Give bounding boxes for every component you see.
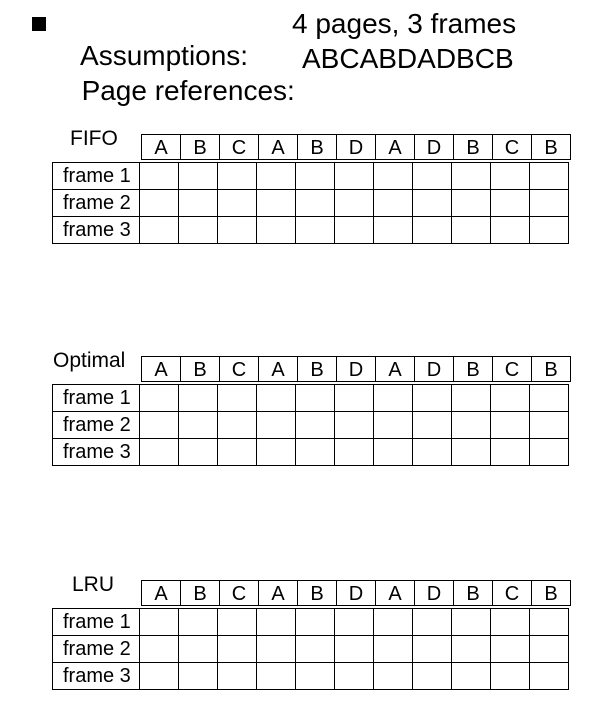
reference-cell: A	[259, 357, 298, 382]
frame-cell[interactable]	[335, 636, 374, 663]
frame-cell[interactable]	[179, 385, 218, 412]
frame-cell[interactable]	[452, 663, 491, 690]
frame-cell[interactable]	[335, 190, 374, 217]
frame-cell[interactable]	[179, 609, 218, 636]
reference-cell: B	[181, 357, 220, 382]
frame-cell[interactable]	[140, 439, 179, 466]
frame-cell[interactable]	[491, 609, 530, 636]
frame-cell[interactable]	[179, 217, 218, 244]
assumptions-value: 4 pages, 3 frames	[292, 8, 517, 39]
frame-cell[interactable]	[413, 663, 452, 690]
reference-cell: D	[337, 581, 376, 606]
frame-cell[interactable]	[296, 609, 335, 636]
frame-cell[interactable]	[296, 439, 335, 466]
frame-cell[interactable]	[218, 385, 257, 412]
frame-cell[interactable]	[218, 190, 257, 217]
frame-label: frame 1	[53, 609, 140, 636]
reference-row	[141, 580, 571, 606]
reference-cell: C	[493, 581, 532, 606]
frame-cell[interactable]	[140, 609, 179, 636]
frame-cell[interactable]	[140, 663, 179, 690]
reference-cell: B	[454, 581, 493, 606]
frame-cell[interactable]	[140, 412, 179, 439]
frame-cell[interactable]	[374, 385, 413, 412]
frame-label: frame 1	[53, 163, 140, 190]
frame-row	[53, 385, 569, 412]
frame-cell[interactable]	[257, 163, 296, 190]
frame-cell[interactable]	[296, 412, 335, 439]
frame-cell[interactable]	[491, 163, 530, 190]
frame-label: frame 3	[53, 217, 140, 244]
frame-cell[interactable]	[530, 609, 569, 636]
frame-cell[interactable]	[452, 385, 491, 412]
section-title-optimal: Optimal	[53, 349, 126, 372]
frame-cell[interactable]	[218, 663, 257, 690]
frame-cell[interactable]	[257, 439, 296, 466]
frame-table-optimal	[52, 384, 569, 466]
frame-cell[interactable]	[530, 385, 569, 412]
frame-cell[interactable]	[257, 190, 296, 217]
frame-cell[interactable]	[452, 439, 491, 466]
section-title-fifo: FIFO	[70, 127, 118, 150]
frame-cell[interactable]	[296, 217, 335, 244]
frame-label: frame 3	[53, 663, 140, 690]
frame-cell[interactable]	[413, 609, 452, 636]
frame-cell[interactable]	[218, 412, 257, 439]
frame-cell[interactable]	[218, 636, 257, 663]
reference-cell: C	[493, 357, 532, 382]
reference-cell: B	[532, 581, 571, 606]
frame-cell[interactable]	[218, 609, 257, 636]
frame-cell[interactable]	[140, 163, 179, 190]
frame-cell[interactable]	[452, 190, 491, 217]
frame-cell[interactable]	[374, 636, 413, 663]
reference-cell: D	[415, 581, 454, 606]
reference-cell: A	[259, 581, 298, 606]
page-references-label: Page references:	[81, 75, 295, 106]
frame-cell[interactable]	[335, 412, 374, 439]
frame-cell[interactable]	[530, 636, 569, 663]
frame-cell[interactable]	[179, 163, 218, 190]
frame-cell[interactable]	[530, 217, 569, 244]
frame-row	[53, 190, 569, 217]
reference-cell: B	[454, 357, 493, 382]
frame-cell[interactable]	[257, 636, 296, 663]
frame-row	[53, 636, 569, 663]
frame-cell[interactable]	[413, 439, 452, 466]
reference-cell: B	[298, 581, 337, 606]
frame-cell[interactable]	[413, 385, 452, 412]
frame-cell[interactable]	[257, 385, 296, 412]
frame-cell[interactable]	[179, 412, 218, 439]
frame-cell[interactable]	[257, 609, 296, 636]
frame-cell[interactable]	[374, 663, 413, 690]
frame-cell[interactable]	[140, 217, 179, 244]
reference-cell: B	[532, 357, 571, 382]
frame-row	[53, 609, 569, 636]
frame-cell[interactable]	[491, 636, 530, 663]
frame-cell[interactable]	[413, 163, 452, 190]
frame-cell[interactable]	[218, 439, 257, 466]
frame-row	[53, 663, 569, 690]
frame-row	[53, 412, 569, 439]
frame-cell[interactable]	[530, 163, 569, 190]
reference-cell: C	[220, 135, 259, 160]
reference-cell: D	[415, 357, 454, 382]
frame-cell[interactable]	[257, 663, 296, 690]
reference-cell: A	[259, 135, 298, 160]
frame-cell[interactable]	[530, 439, 569, 466]
frame-label: frame 3	[53, 439, 140, 466]
frame-cell[interactable]	[335, 217, 374, 244]
frame-cell[interactable]	[140, 190, 179, 217]
reference-cell: A	[142, 581, 181, 606]
frame-cell[interactable]	[374, 190, 413, 217]
reference-cell: D	[415, 135, 454, 160]
reference-cell: D	[337, 135, 376, 160]
reference-cell: A	[376, 135, 415, 160]
reference-row	[141, 356, 571, 382]
frame-cell[interactable]	[452, 217, 491, 244]
frame-cell[interactable]	[530, 412, 569, 439]
frame-cell[interactable]	[179, 190, 218, 217]
frame-cell[interactable]	[179, 636, 218, 663]
frame-cell[interactable]	[491, 385, 530, 412]
frame-cell[interactable]	[374, 439, 413, 466]
frame-cell[interactable]	[374, 217, 413, 244]
frame-cell[interactable]	[179, 663, 218, 690]
frame-label: frame 2	[53, 636, 140, 663]
frame-cell[interactable]	[491, 663, 530, 690]
frame-table-lru	[52, 608, 569, 690]
assumptions-label: Assumptions:	[80, 40, 249, 71]
frame-cell[interactable]	[257, 412, 296, 439]
frame-cell[interactable]	[218, 163, 257, 190]
frame-cell[interactable]	[413, 217, 452, 244]
reference-cell: A	[376, 357, 415, 382]
reference-cell: A	[376, 581, 415, 606]
frame-cell[interactable]	[296, 163, 335, 190]
frame-cell[interactable]	[335, 663, 374, 690]
frame-cell[interactable]	[296, 190, 335, 217]
frame-row	[53, 163, 569, 190]
frame-cell[interactable]	[413, 412, 452, 439]
reference-cell: C	[220, 581, 259, 606]
frame-cell[interactable]	[296, 636, 335, 663]
frame-cell[interactable]	[491, 217, 530, 244]
reference-cell: B	[181, 135, 220, 160]
frame-cell[interactable]	[452, 636, 491, 663]
frame-cell[interactable]	[296, 663, 335, 690]
frame-row	[53, 439, 569, 466]
frame-cell[interactable]	[335, 439, 374, 466]
reference-cell: A	[142, 135, 181, 160]
frame-table-fifo	[52, 162, 569, 244]
frame-cell[interactable]	[452, 609, 491, 636]
reference-cell: B	[298, 135, 337, 160]
frame-cell[interactable]	[491, 439, 530, 466]
frame-cell[interactable]	[491, 190, 530, 217]
reference-cell: B	[298, 357, 337, 382]
section-title-lru: LRU	[72, 573, 115, 596]
frame-cell[interactable]	[296, 385, 335, 412]
frame-cell[interactable]	[452, 163, 491, 190]
frame-cell[interactable]	[257, 217, 296, 244]
frame-cell[interactable]	[413, 636, 452, 663]
frame-cell[interactable]	[374, 609, 413, 636]
frame-label: frame 1	[53, 385, 140, 412]
frame-cell[interactable]	[530, 190, 569, 217]
reference-row	[141, 134, 571, 160]
frame-row	[53, 217, 569, 244]
frame-cell[interactable]	[179, 439, 218, 466]
reference-cell: B	[532, 135, 571, 160]
reference-cell: C	[220, 357, 259, 382]
frame-cell[interactable]	[374, 163, 413, 190]
frame-cell[interactable]	[218, 217, 257, 244]
reference-cell: D	[337, 357, 376, 382]
frame-cell[interactable]	[140, 385, 179, 412]
reference-cell: C	[493, 135, 532, 160]
frame-label: frame 2	[53, 190, 140, 217]
page-references-value: ABCABDADBCB	[302, 43, 514, 74]
reference-cell: B	[181, 581, 220, 606]
frame-cell[interactable]	[452, 412, 491, 439]
reference-cell: B	[454, 135, 493, 160]
frame-cell[interactable]	[413, 190, 452, 217]
bullet-square-icon	[32, 17, 46, 31]
frame-cell[interactable]	[530, 663, 569, 690]
frame-cell[interactable]	[335, 163, 374, 190]
reference-cell: A	[142, 357, 181, 382]
frame-cell[interactable]	[491, 412, 530, 439]
page-references-line	[66, 43, 514, 139]
frame-cell[interactable]	[140, 636, 179, 663]
frame-cell[interactable]	[335, 385, 374, 412]
frame-cell[interactable]	[374, 412, 413, 439]
frame-label: frame 2	[53, 412, 140, 439]
frame-cell[interactable]	[335, 609, 374, 636]
